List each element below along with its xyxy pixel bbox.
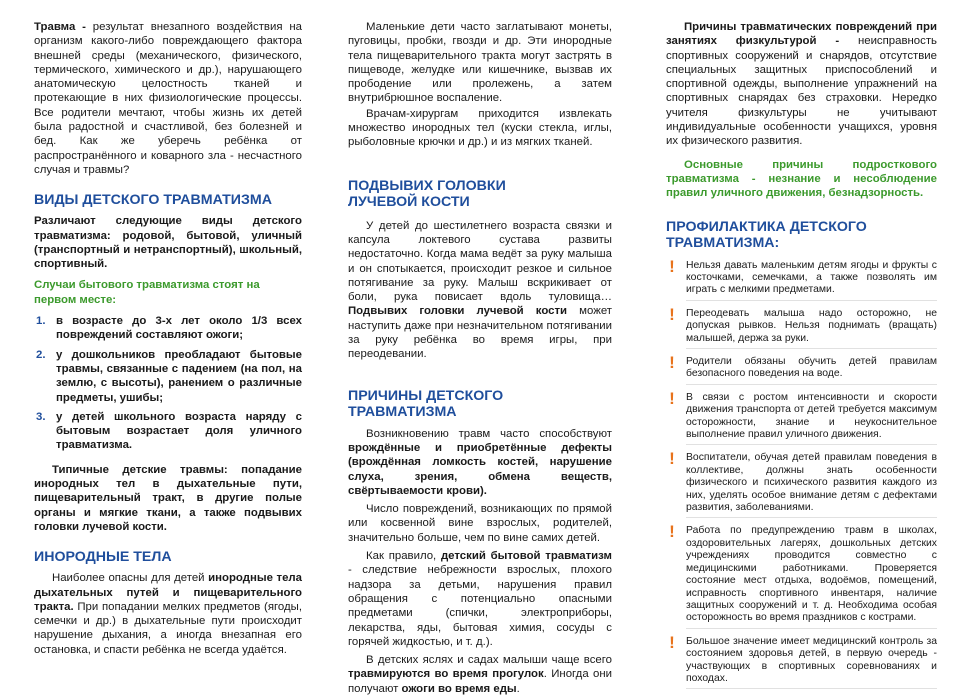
prevention-tips-list <box>666 256 937 690</box>
case-number: 1. <box>36 315 46 328</box>
exclamation-icon: ! <box>669 449 675 469</box>
surgeons-paragraph: Врачам-хирургам приходится извлекать множество инородных тел (куски стекла, иглы, рыболовные крючки и др.) и из мягких тканей. <box>348 107 612 149</box>
case-item <box>34 314 302 343</box>
types-paragraph: Различают следующие виды детского травматизма: родовой, бытовой, уличный (транспортный и нетранспортный), школьный, спортивный. <box>34 215 302 271</box>
household-cause-text-1: Как правило, <box>366 550 441 563</box>
exclamation-icon: ! <box>669 522 675 542</box>
sport-causes-text: неисправность спортивных сооружений и снарядов, отсутствие специальных защитных приспособлений и спортивной одежды, выполнение упражнений на спортивных снарядах без страховки. Нередко учителя физкультуры не учитывают индивидуальные особенности учащихся, уровня их физического развития. <box>666 35 937 148</box>
prevention-tip-text: Большое значение имеет медицинский контроль за состоянием здоровья детей, в первую очередь - участвующих в спортивных соревнованиях и походах. <box>686 636 937 690</box>
intro-text: результат внезапного воздействия на организм какого-либо повреждающего фактора внешней среды (механического, физического, термического, химического и др.), нарушающего анатомическую целостность тканей и протекающие в них физиологические процессы. Все родители мечтают, чтобы жизнь их детей была радостной и счастливой, без болезней и бед. Как же уберечь ребёнка от распространённого и коварного зла - несчастного случая и травмы? <box>34 21 302 176</box>
subluxation-text-bold: Подвывих головки лучевой кости <box>348 305 568 318</box>
kindergarten-text-2: . Иногда они получают <box>348 668 612 695</box>
household-cause-paragraph <box>348 549 612 649</box>
subluxation-text-1: У детей до шестилетнего возраста связки и капсула локтевого сустава развиты недостаточно. Когда мама ведёт за руку малыша и он спотыкается, происходит резкое и сильное потягивание за руку. Малыш вскрикивает от боли, рука повисает вдоль туловища… <box>348 219 612 304</box>
exclamation-icon: ! <box>669 304 675 324</box>
kindergarten-text-bold-1: травмируются во время прогулок <box>348 668 544 681</box>
case-number: 2. <box>36 348 46 361</box>
foreign-bodies-heading: ИНОРОДНЫЕ ТЕЛА <box>34 549 172 566</box>
household-heading: Случаи бытового травматизма стоят на первом месте: <box>34 279 260 306</box>
prevention-tip-text: Переодевать малыша надо осторожно, не допуская рывков. Нельзя поднимать (вращать) малышей, держа за руки. <box>686 308 937 349</box>
subluxation-paragraph <box>348 219 612 362</box>
middle-panel <box>320 0 640 695</box>
intro-term: Травма - <box>34 21 86 33</box>
household-cause-text-2: - следствие небрежности взрослых, плохого надзора за детьми, нарушения правил обращения с потенциально опасными предметами (спички, электроприборы, лекарства, яды, бытовая химия, сосуды с горячей жидкостью, и т. д.). <box>348 564 612 648</box>
case-item <box>34 410 302 453</box>
prevention-tip <box>666 522 937 628</box>
exclamation-icon: ! <box>669 388 675 408</box>
case-text: в возрасте до 3-х лет около 1/3 всех повреждений составляют ожоги; <box>56 315 302 342</box>
household-cause-text-bold: детский бытовой травматизм <box>440 550 612 563</box>
case-number: 3. <box>36 410 46 423</box>
exclamation-icon: ! <box>669 353 675 372</box>
case-item <box>34 348 302 405</box>
prevention-tip-text: Работа по предупреждению травм в школах, оздоровительных лагерях, дошкольных детских учреждениях проводится совместно с медицинскими работниками. Проверяется состояние мест отдыха, водоёмов, помещений, исправность спортивного инвентаря, наличие защитных сооружений и т. д. Необходима особая осторожность во время праздников с кострами. <box>686 525 937 628</box>
prevention-tip <box>666 256 937 301</box>
household-cases-list <box>34 314 302 453</box>
typical-injuries-paragraph: Типичные детские травмы: попадание инородных тел в дыхательные пути, пищеварительный тракт, в другие полые органы и мягкие ткани, а также подвывих головки лучевой кости. <box>34 463 302 533</box>
foreign-text-1: Наиболее опасны для детей <box>52 572 209 585</box>
prevention-tip-text: В связи с ростом интенсивности и скорости движения транспорта от детей требуется максимум осторожности, знание и неукоснительное выполнение правил уличного движения. <box>686 392 937 446</box>
foreign-text-2: При попадании мелких предметов (ягоды, семечки и др.) в дыхательные пути происходит нарушение дыхания, а иногда внезапная его остановка, и спасти ребёнка не всегда удаётся. <box>34 600 302 656</box>
defects-text-bold: врождённые и приобретённые дефекты (врождённая ломкость костей, нарушение слуха, зрения, обмена веществ, свёртываемости крови). <box>348 441 612 497</box>
sport-causes-paragraph <box>666 20 937 149</box>
kindergarten-text-3: . <box>516 682 520 695</box>
defects-text-1: Возникновению травм часто способствуют <box>366 427 612 440</box>
prevention-tip-text: Нельзя давать маленьким детям ягоды и фрукты с косточками, семечками, а также позволять им играть с мелкими предметами. <box>686 260 937 301</box>
types-heading: ВИДЫ ДЕТСКОГО ТРАВМАТИЗМА <box>34 192 272 209</box>
causes-heading: ПРИЧИНЫ ДЕТСКОГО ТРАВМАТИЗМА <box>348 387 504 420</box>
left-panel <box>0 0 320 681</box>
prevention-tip-text: Воспитатели, обучая детей правилам поведения в коллективе, должны знать особенности физического и психического развития каждого из них, уделять особое внимание детям с дефектами развития, заболеваниями. <box>686 452 937 518</box>
prevention-tip <box>666 353 937 385</box>
subluxation-text-2: может наступить даже при незначительном потягивании за руку ребёнка во время игры, при переодевании. <box>348 305 612 361</box>
case-text: у детей школьного возраста наряду с бытовым возрастает доля уличного травматизма. <box>56 410 302 452</box>
subluxation-heading: ПОДВЫВИХ ГОЛОВКИ ЛУЧЕВОЙ КОСТИ <box>348 177 506 210</box>
prevention-tip <box>666 388 937 446</box>
intro-paragraph <box>34 20 302 177</box>
foreign-bodies-paragraph <box>34 571 302 657</box>
case-text: у дошкольников преобладают бытовые травмы, связанные с падением (на пол, на землю, с высоты), ранением о различные предметы, ушибы; <box>56 348 302 404</box>
kindergarten-text-1: В детских яслях и садах малыши чаще всего <box>366 654 612 667</box>
foreign-text-bold: инородные тела дыхательных путей и пищеварительного тракта. <box>34 572 302 613</box>
prevention-heading: ПРОФИЛАКТИКА ДЕТСКОГО ТРАВМАТИЗМА: <box>666 218 867 251</box>
teen-causes-paragraph: Основные причины подросткового травматизма - незнание и несоблюдение правил уличного движения, безнадзорность. <box>666 158 937 200</box>
sport-causes-bold: Причины травматических повреждений при занятиях физкультурой - <box>666 21 937 48</box>
right-panel <box>640 0 959 684</box>
exclamation-icon: ! <box>669 256 675 276</box>
prevention-tip-text: Родители обязаны обучить детей правилам безопасного поведения на воде. <box>686 356 937 385</box>
kindergarten-text-bold-2: ожоги во время еды <box>401 682 517 695</box>
adults-fault-paragraph: Число повреждений, возникающих по прямой или косвенной вине взрослых, родителей, значительно больше, чем по вине самих детей. <box>348 503 612 544</box>
prevention-tip <box>666 449 937 518</box>
swallowed-objects-paragraph: Маленькие дети часто заглатывают монеты, пуговицы, пробки, гвозди и др. Эти инородные тела пищеварительного тракта могут застрять в пищеводе, желудке или кишечнике, вызвав их прободение или пролежень, а затем внутрибрюшное воспаление. <box>348 21 612 105</box>
prevention-tip <box>666 304 937 349</box>
defects-paragraph <box>348 427 612 498</box>
prevention-tip <box>666 632 937 690</box>
kindergarten-paragraph <box>348 653 612 696</box>
exclamation-icon: ! <box>669 632 675 652</box>
